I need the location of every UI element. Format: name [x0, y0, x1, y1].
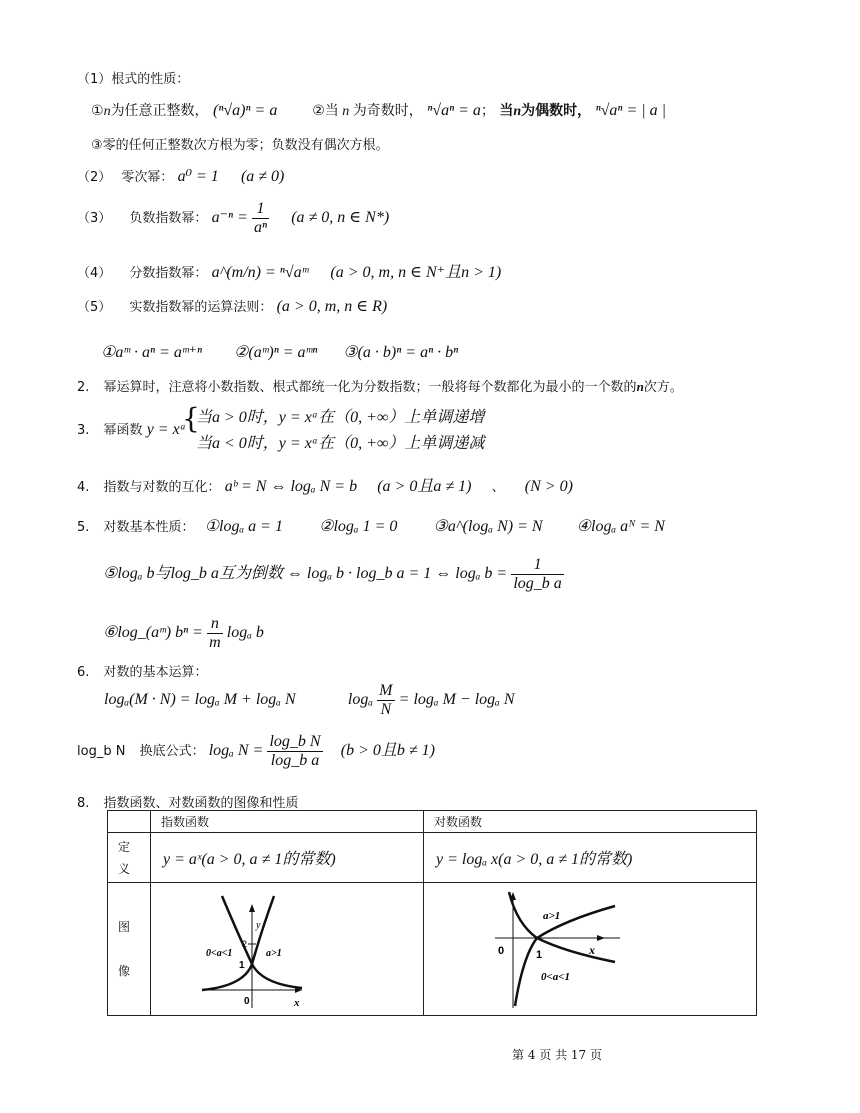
label-a-1: a>1: [543, 910, 561, 922]
y-axis-arrow: [249, 904, 255, 912]
page-footer: 第 4 页 共 17 页: [512, 1048, 602, 1062]
y-axis-label: y: [256, 920, 261, 931]
formula-zero-power: a⁰ = 1: [177, 168, 219, 185]
point-label-1: 1: [536, 949, 543, 961]
table-header-exp: 指数函数: [151, 811, 424, 833]
x-axis-arrow: [597, 935, 605, 941]
item-5-reciprocal: ⑤logₐ b与log_b a互为倒数 ⇔ logₐ b · log_b a = 1 ⇔ logₐ b = $\frac{1}{\text{log\_b a}}$: [103, 556, 562, 592]
section-5: （5） 实数指数幂的运算法则： (a > 0, m, n ∈ R): [77, 298, 388, 315]
condition-zero-power: (a ≠ 0): [240, 168, 285, 185]
root-property-line-1: ①n为任意正整数， (ⁿ√a)ⁿ = a ②当 n 为奇数时， ⁿ√aⁿ = a； 当n为偶数时， ⁿ√aⁿ = | a |: [91, 102, 667, 119]
table-exp-graph-cell: [151, 883, 424, 1016]
table-corner: [108, 811, 151, 833]
condition-fraction-power: (a > 0, m, n ∈ N⁺且n > 1): [330, 264, 502, 281]
point-label-1: 1: [239, 960, 245, 971]
table-log-definition: y = logₐ x(a > 0, a ≠ 1的常数): [424, 833, 757, 883]
power-rules: ①aᵐ · aⁿ = aᵐ⁺ⁿ ②(aᵐ)ⁿ = aᵐⁿ ③(a · b)ⁿ = aⁿ · bⁿ: [101, 344, 459, 361]
exp-log-table: [107, 810, 757, 1016]
formula-odd-root: ⁿ√aⁿ = a: [427, 102, 481, 119]
item-3-line-2: 当a < 0时，y = xᵃ在（0, +∞）上单调递减: [196, 435, 485, 452]
condition-negative-power: (a ≠ 0, n ∈ N*): [291, 209, 390, 226]
tick-label-2: 2: [242, 939, 248, 949]
exp-graph: [152, 884, 422, 1014]
item-5-power-base: ⑥log_(aᵐ) bⁿ = $\frac{n}{m}$ logₐ b: [103, 615, 264, 651]
formula-fraction-power: a^(m/n) = ⁿ√aᵐ: [211, 264, 309, 281]
x-axis-label: x: [294, 997, 300, 1009]
item-3-line-1: 当a > 0时，y = xᵃ在（0, +∞）上单调递增: [196, 409, 485, 426]
item-8: 8. 指数函数、对数函数的图像和性质: [77, 796, 299, 811]
root-property-line-3: ③零的任何正整数次方根为零；负数没有偶次方根。: [91, 138, 389, 153]
item-6-label: 6. 对数的基本运算：: [77, 665, 208, 680]
section-3: （3） 负数指数幂： a⁻ⁿ = $\frac{1}{\text{aⁿ}}$ (a ≠ 0, n ∈ N*): [77, 200, 390, 236]
section-4: （4） 分数指数幂： a^(m/n) = ⁿ√aᵐ (a > 0, m, n ∈ N⁺且n > 1): [77, 264, 502, 281]
label-0-a-1: 0<a<1: [541, 971, 571, 983]
label-a-1: a>1: [266, 948, 282, 959]
formula-exp-log: aᵇ = N ⇔ logₐ N = b: [224, 478, 358, 495]
formula-even-root: ⁿ√aⁿ = | a |: [595, 102, 667, 119]
section-1-heading: （1）根式的性质：: [77, 72, 190, 87]
brace: {: [182, 402, 200, 435]
item-5: 5. 对数基本性质： ①logₐ a = 1 ②logₐ 1 = 0 ③a^(logₐ N) = N ④logₐ aᴺ = N: [77, 518, 665, 535]
table-exp-definition: y = aˣ(a > 0, a ≠ 1的常数): [151, 833, 424, 883]
item-4: 4. 指数与对数的互化： aᵇ = N ⇔ logₐ N = b (a > 0且a ≠ 1) 、 (N > 0): [77, 478, 573, 495]
log-graph: [425, 884, 755, 1014]
label-0-a-1: 0<a<1: [206, 948, 233, 959]
table-row-label-definition: 定义: [108, 833, 151, 883]
table-row-label-graph: 图像: [108, 883, 151, 1016]
section-2: （2） 零次幂： a⁰ = 1 (a ≠ 0): [77, 168, 285, 185]
table-header-log: 对数函数: [424, 811, 757, 833]
origin-label: 0: [244, 996, 250, 1007]
x-axis-label: x: [589, 943, 595, 957]
item-6-formulas: logₐ(M · N) = logₐ M + logₐ N logₐ $\frac{M}{N}$ = logₐ M − logₐ N: [104, 682, 515, 718]
item-2: 2. 幂运算时，注意将小数指数、根式都统一化为分数指数；一般将每个数都化为最小的一个数的n次方。: [77, 379, 683, 395]
item-3-label: 3. 幂函数 y = xᵃ: [77, 421, 187, 438]
formula-root-power: (ⁿ√a)ⁿ = a: [213, 102, 278, 119]
item-7: log_b N 换底公式： logₐ N = $\frac{\text{log\_b N}}{\text{log\_b a}}$ (b > 0且b ≠ 1): [77, 733, 435, 769]
condition-real-power: (a > 0, m, n ∈ R): [276, 298, 388, 315]
curve-a-less-1: [222, 896, 302, 988]
curve-a-greater-1: [509, 892, 615, 938]
fraction-negative-power: $\frac{1}{\text{aⁿ}}$: [254, 200, 268, 236]
origin-label: 0: [498, 945, 505, 957]
table-log-graph-cell: [424, 883, 757, 1016]
